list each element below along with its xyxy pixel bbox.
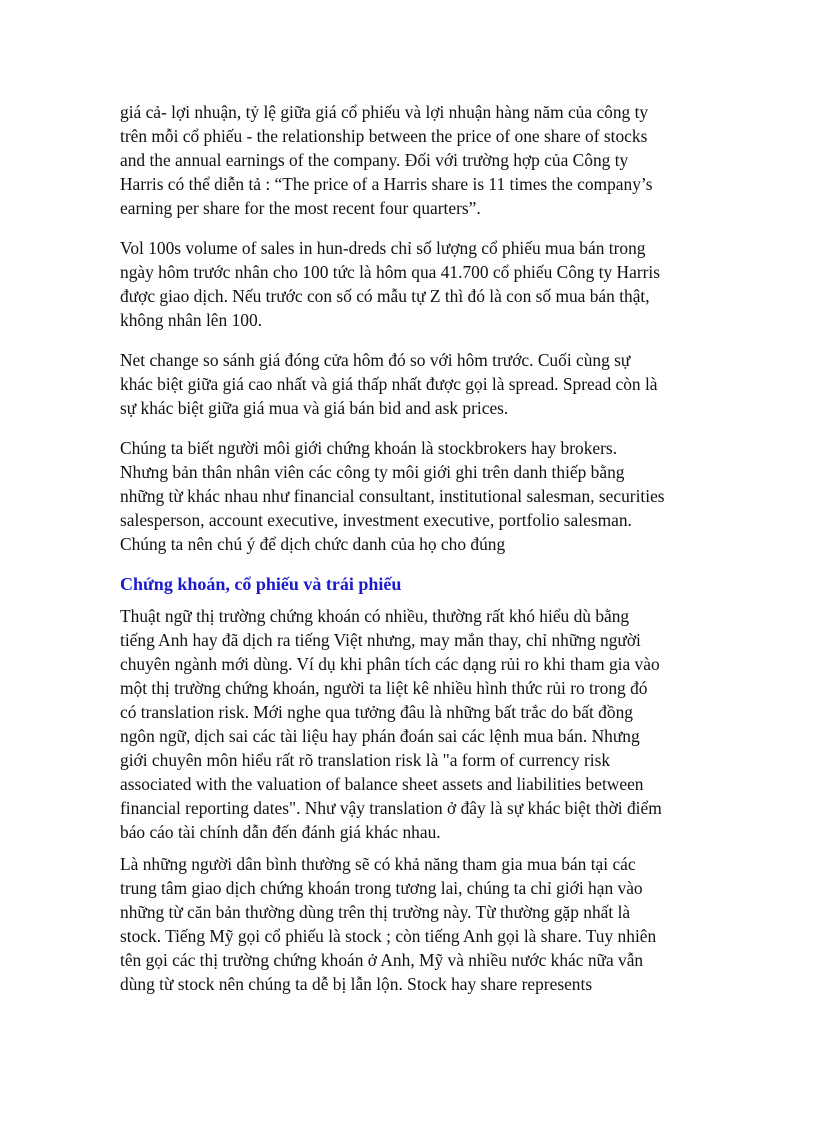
text-line: ngôn ngữ, dịch sai các tài liệu hay phán đoán sai các lệnh mua bán. Nhưng: [120, 726, 640, 746]
document-page: [120, 100, 696, 1012]
text-line: Thuật ngữ thị trường chứng khoán có nhiều, thường rất khó hiểu dù bằng: [120, 606, 630, 626]
paragraph-volume: [120, 236, 696, 332]
text-line: những từ khác nhau như financial consultant, institutional salesman, securities: [120, 486, 665, 506]
text-line: sự khác biệt giữa giá mua và giá bán bid and ask prices.: [120, 398, 509, 418]
text-line: báo cáo tài chính dẫn đến đánh giá khác nhau.: [120, 822, 441, 842]
text-line: associated with the valuation of balance sheet assets and liabilities between: [120, 774, 644, 794]
paragraph-pe-ratio: [120, 100, 696, 220]
text-line: giới chuyên môn hiểu rất rõ translation risk là "a form of currency risk: [120, 750, 611, 770]
text-line: stock. Tiếng Mỹ gọi cổ phiếu là stock ; còn tiếng Anh gọi là share. Tuy nhiên: [120, 926, 657, 946]
text-line: dùng từ stock nên chúng ta dễ bị lẫn lộn. Stock hay share represents: [120, 974, 593, 994]
text-line: chuyên ngành mới dùng. Ví dụ khi phân tích các dạng rủi ro khi tham gia vào: [120, 654, 660, 674]
text-line: khác biệt giữa giá cao nhất và giá thấp nhất được gọi là spread. Spread còn là: [120, 374, 658, 394]
section-heading: Chứng khoán, cổ phiếu và trái phiếu: [120, 574, 402, 594]
text-line: earning per share for the most recent four quarters”.: [120, 198, 481, 218]
paragraph-stock-share: [120, 852, 696, 996]
text-line: những từ căn bản thường dùng trên thị trường này. Từ thường gặp nhất là: [120, 902, 631, 922]
paragraph-net-change: [120, 348, 696, 420]
text-line: Chúng ta nên chú ý để dịch chức danh của họ cho đúng: [120, 534, 506, 554]
text-line: ngày hôm trước nhân cho 100 tức là hôm qua 41.700 cổ phiếu Công ty Harris: [120, 262, 661, 282]
text-line: trên mỗi cổ phiếu - the relationship between the price of one share of stocks: [120, 126, 648, 146]
text-line: Là những người dân bình thường sẽ có khả năng tham gia mua bán tại các: [120, 854, 636, 874]
text-line: tên gọi các thị trường chứng khoán ở Anh, Mỹ và nhiều nước khác nữa vẫn: [120, 950, 644, 970]
text-line: được giao dịch. Nếu trước con số có mẫu tự Z thì đó là con số mua bán thật,: [120, 286, 650, 306]
text-line: Nhưng bản thân nhân viên các công ty môi giới ghi trên danh thiếp bằng: [120, 462, 625, 482]
text-line: Vol 100s volume of sales in hun-dreds chỉ số lượng cổ phiếu mua bán trong: [120, 238, 646, 258]
text-line: salesperson, account executive, investment executive, portfolio salesman.: [120, 510, 632, 530]
text-line: Net change so sánh giá đóng cửa hôm đó so với hôm trước. Cuối cùng sự: [120, 350, 631, 370]
text-line: Chúng ta biết người môi giới chứng khoán là stockbrokers hay brokers.: [120, 438, 618, 458]
text-line: giá cả- lợi nhuận, tỷ lệ giữa giá cổ phiếu và lợi nhuận hàng năm của công ty: [120, 102, 649, 122]
text-line: and the annual earnings of the company. Đối với trường hợp của Công ty: [120, 150, 629, 170]
paragraph-brokers: [120, 436, 696, 556]
text-line: Harris có thể diễn tả : “The price of a Harris share is 11 times the company’s: [120, 174, 653, 194]
text-line: financial reporting dates". Như vậy translation ở đây là sự khác biệt thời điểm: [120, 798, 662, 818]
text-line: không nhân lên 100.: [120, 310, 263, 330]
text-line: có translation risk. Mới nghe qua tưởng đâu là những bất trắc do bất đồng: [120, 702, 633, 722]
text-line: trung tâm giao dịch chứng khoán trong tương lai, chúng ta chỉ giới hạn vào: [120, 878, 643, 898]
text-line: một thị trường chứng khoán, người ta liệt kê nhiều hình thức rủi ro trong đó: [120, 678, 648, 698]
paragraph-terminology: [120, 604, 696, 844]
text-line: tiếng Anh hay đã dịch ra tiếng Việt nhưng, may mắn thay, chỉ những người: [120, 630, 641, 650]
